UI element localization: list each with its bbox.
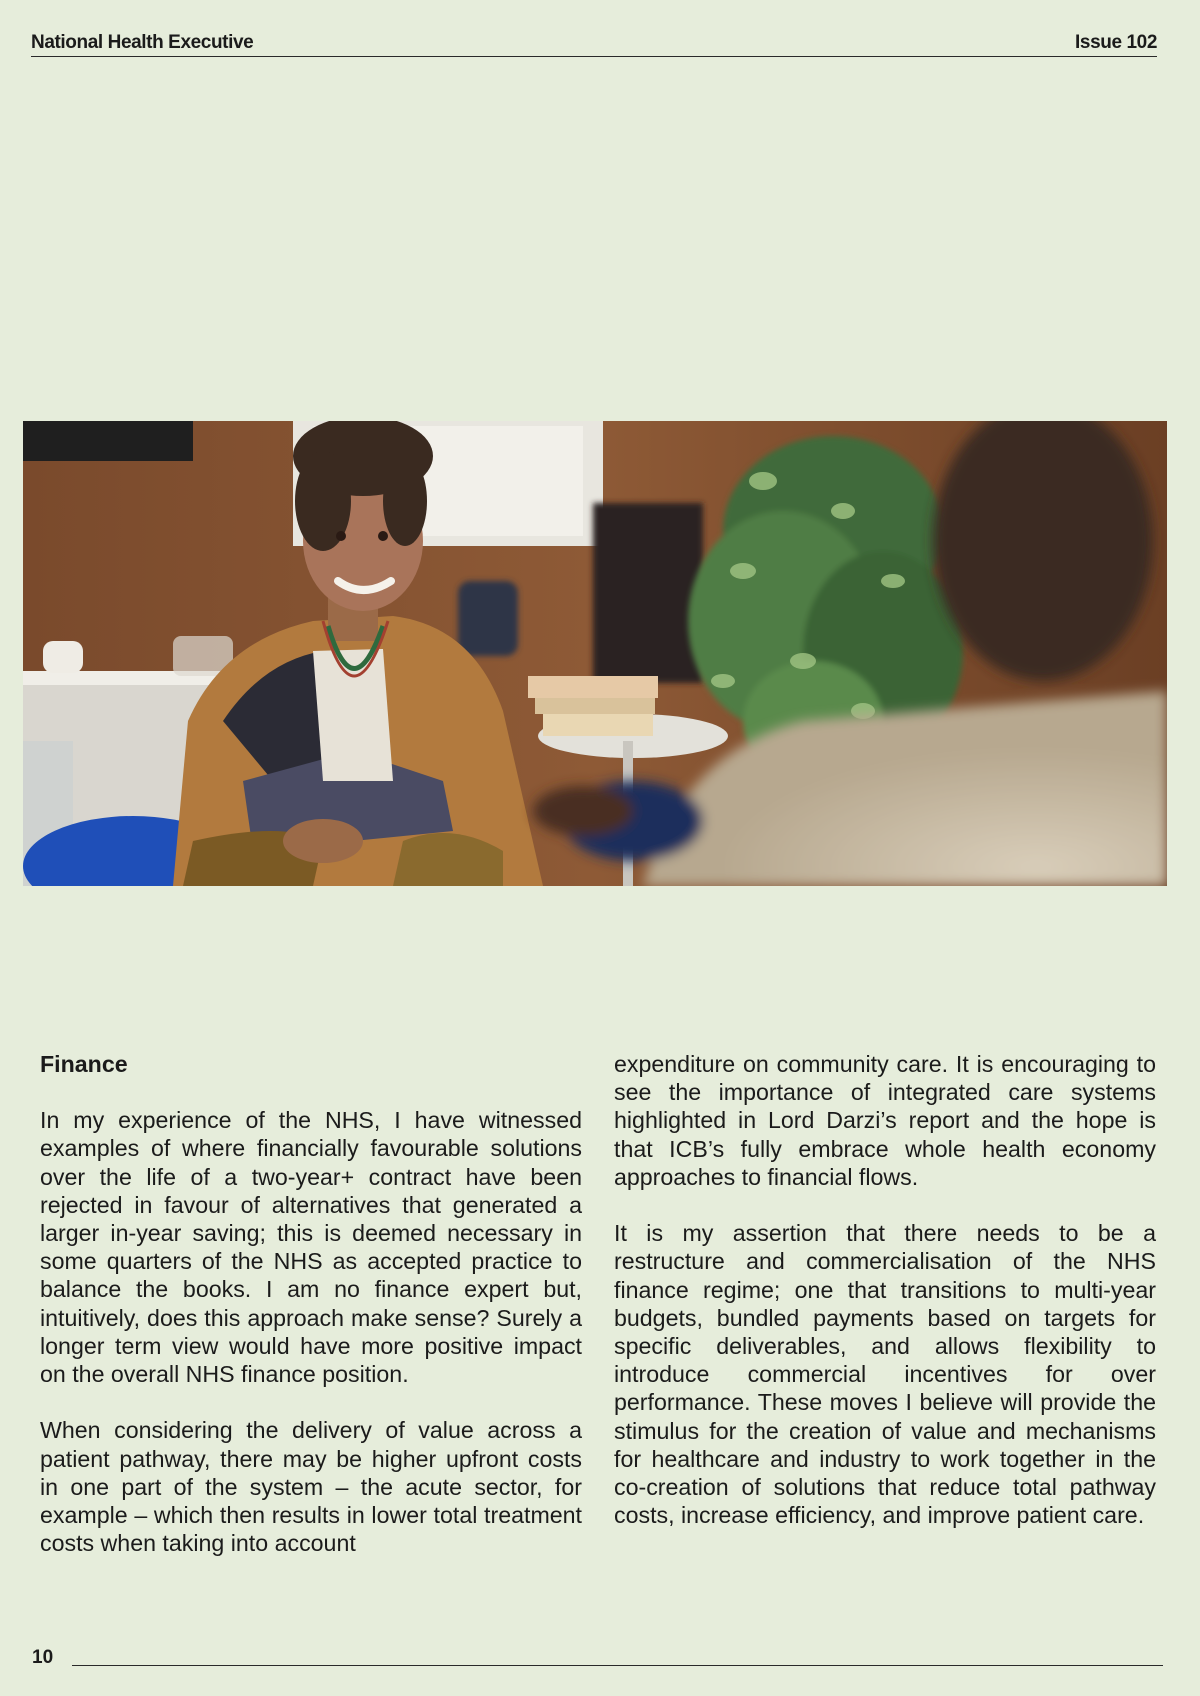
publication-title: National Health Executive <box>31 32 254 53</box>
paragraph: In my experience of the NHS, I have witnessed examples of where financially favourable solutions over the life of a two-year+ contract have been rejected in favour of alternatives that generated a larger in-year saving; this is deemed necessary in some quarters of the NHS as accepted practice to balance the books. I am no finance expert but, intuitively, does this approach make sense? Surely a longer term view would have more positive impact on the overall NHS finance position. <box>40 1107 582 1388</box>
article-photo <box>23 421 1167 886</box>
page-header <box>31 28 1157 57</box>
paragraph: It is my assertion that there needs to be a restructure and commercialisation of the NHS finance regime; one that transitions to multi-year budgets, bundled payments based on targets for specific deliverables, and allows flexibility to introduce commercial incentives for over performance. These moves I believe will provide the stimulus for the creation of value and mechanisms for healthcare and industry to work together in the co-creation of solutions that reduce total pathway costs, increase efficiency, and improve patient care. <box>614 1220 1156 1529</box>
paragraph: expenditure on community care. It is encouraging to see the importance of integrated care systems highlighted in Lord Darzi’s report and the hope is that ICB’s fully embrace whole health economy approaches to financial flows. <box>614 1051 1156 1190</box>
photo-illustration <box>23 421 1167 886</box>
article-column-left <box>40 1050 582 1586</box>
article-column-right <box>614 1050 1156 1558</box>
issue-number: Issue 102 <box>1075 32 1157 53</box>
footer-divider <box>72 1665 1163 1666</box>
paragraph: When considering the delivery of value across a patient pathway, there may be higher upfront costs in one part of the system – the acute sector, for example – which then results in lower total treatment costs when taking into account <box>40 1417 582 1557</box>
page-number: 10 <box>32 1647 54 1668</box>
section-heading: Finance <box>40 1051 128 1077</box>
